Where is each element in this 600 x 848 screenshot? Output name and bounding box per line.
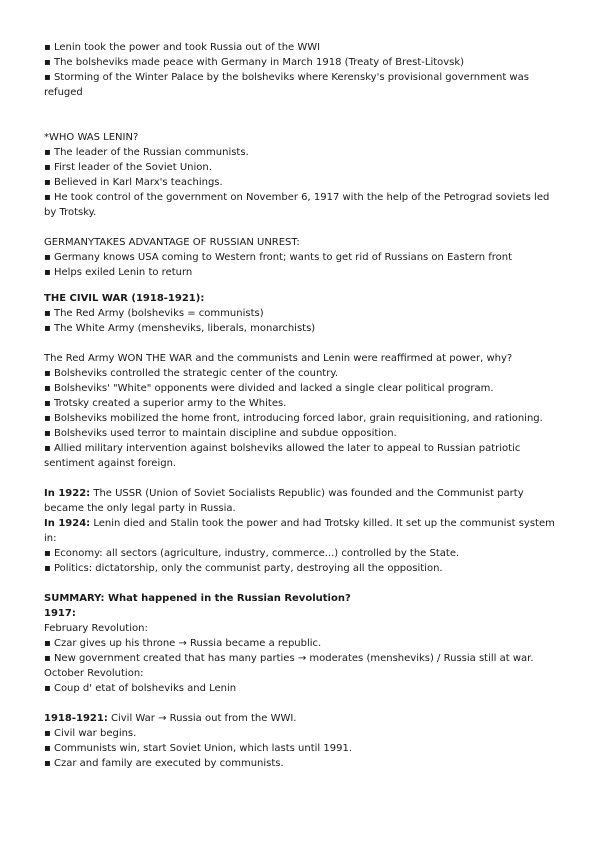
summary-1918-item: ▪ Czar and family are executed by communists. (44, 758, 284, 769)
summary-1918: 1918-1921: Civil War → Russia out from the WWI. (44, 713, 297, 724)
summary-1918-item: ▪ Civil war begins. (44, 728, 137, 739)
red-army-item: ▪ Bolsheviks controlled the strategic center of the country. (44, 368, 338, 379)
summary-feb-item: ▪ New government created that has many parties → moderates (mensheviks) / Russia still at war. (44, 653, 534, 664)
red-army-item: ▪ Bolsheviks used terror to maintain discipline and subdue opposition. (44, 428, 397, 439)
document-page (44, 40, 560, 771)
red-army-item: ▪ Bolsheviks' "White" opponents were divided and lacked a single clear political program. (44, 383, 494, 394)
red-army-intro: The Red Army WON THE WAR and the communists and Lenin were reaffirmed at power, why? (44, 353, 513, 364)
summary-oct-label: October Revolution: (44, 668, 144, 679)
red-army-item: ▪ Bolsheviks mobilized the home front, introducing forced labor, grain requisitioning, and rationing. (44, 413, 543, 424)
civil-war-item: ▪ The White Army (mensheviks, liberals, monarchists) (44, 323, 316, 334)
summary-feb-item: ▪ Czar gives up his throne → Russia became a republic. (44, 638, 322, 649)
germany-item: ▪ Helps exiled Lenin to return (44, 267, 193, 278)
lenin-item: ▪ First leader of the Soviet Union. (44, 162, 212, 173)
red-army-item: ▪ Trotsky created a superior army to the Whites. (44, 398, 287, 409)
intro-item: ▪ Lenin took the power and took Russia out of the WWI (44, 42, 321, 53)
lenin-item: ▪ He took control of the government on November 6, 1917 with the help of the Petrograd soviets led by Trotsky. (44, 192, 553, 218)
summary-feb-label: February Revolution: (44, 623, 148, 634)
ussr-item: ▪ Politics: dictatorship, only the communist party, destroying all the opposition. (44, 563, 443, 574)
summary-1918-item: ▪ Communists win, start Soviet Union, which lasts until 1991. (44, 743, 352, 754)
summary-heading: SUMMARY: What happened in the Russian Revolution? (44, 593, 351, 604)
summary-1917: 1917: (44, 608, 76, 619)
civil-war-item: ▪ The Red Army (bolsheviks = communists) (44, 308, 264, 319)
red-army-item: ▪ Allied military intervention against bolsheviks allowed the later to appeal to Russian patriotic sentiment against foreign. (44, 443, 524, 469)
lenin-item: ▪ The leader of the Russian communists. (44, 147, 249, 158)
ussr-1922: In 1922: The USSR (Union of Soviet Socialists Republic) was founded and the Communist party became the only legal party in Russia. (44, 488, 527, 514)
germany-heading: GERMANYTAKES ADVANTAGE OF RUSSIAN UNREST: (44, 237, 300, 248)
germany-item: ▪ Germany knows USA coming to Western front; wants to get rid of Russians on Eastern front (44, 252, 513, 263)
intro-item: ▪ Storming of the Winter Palace by the bolsheviks where Kerensky's provisional government was refuged (44, 72, 533, 98)
intro-item: ▪ The bolsheviks made peace with Germany in March 1918 (Treaty of Brest-Litovsk) (44, 57, 465, 68)
summary-oct-item: ▪ Coup d' etat of bolsheviks and Lenin (44, 683, 237, 694)
lenin-item: ▪ Believed in Karl Marx's teachings. (44, 177, 223, 188)
ussr-1924: In 1924: Lenin died and Stalin took the power and had Trotsky killed. It set up the communist system in: (44, 518, 559, 544)
ussr-item: ▪ Economy: all sectors (agriculture, industry, commerce...) controlled by the State. (44, 548, 460, 559)
civil-war-heading: THE CIVIL WAR (1918-1921): (44, 293, 205, 304)
lenin-heading: *WHO WAS LENIN? (44, 132, 139, 143)
